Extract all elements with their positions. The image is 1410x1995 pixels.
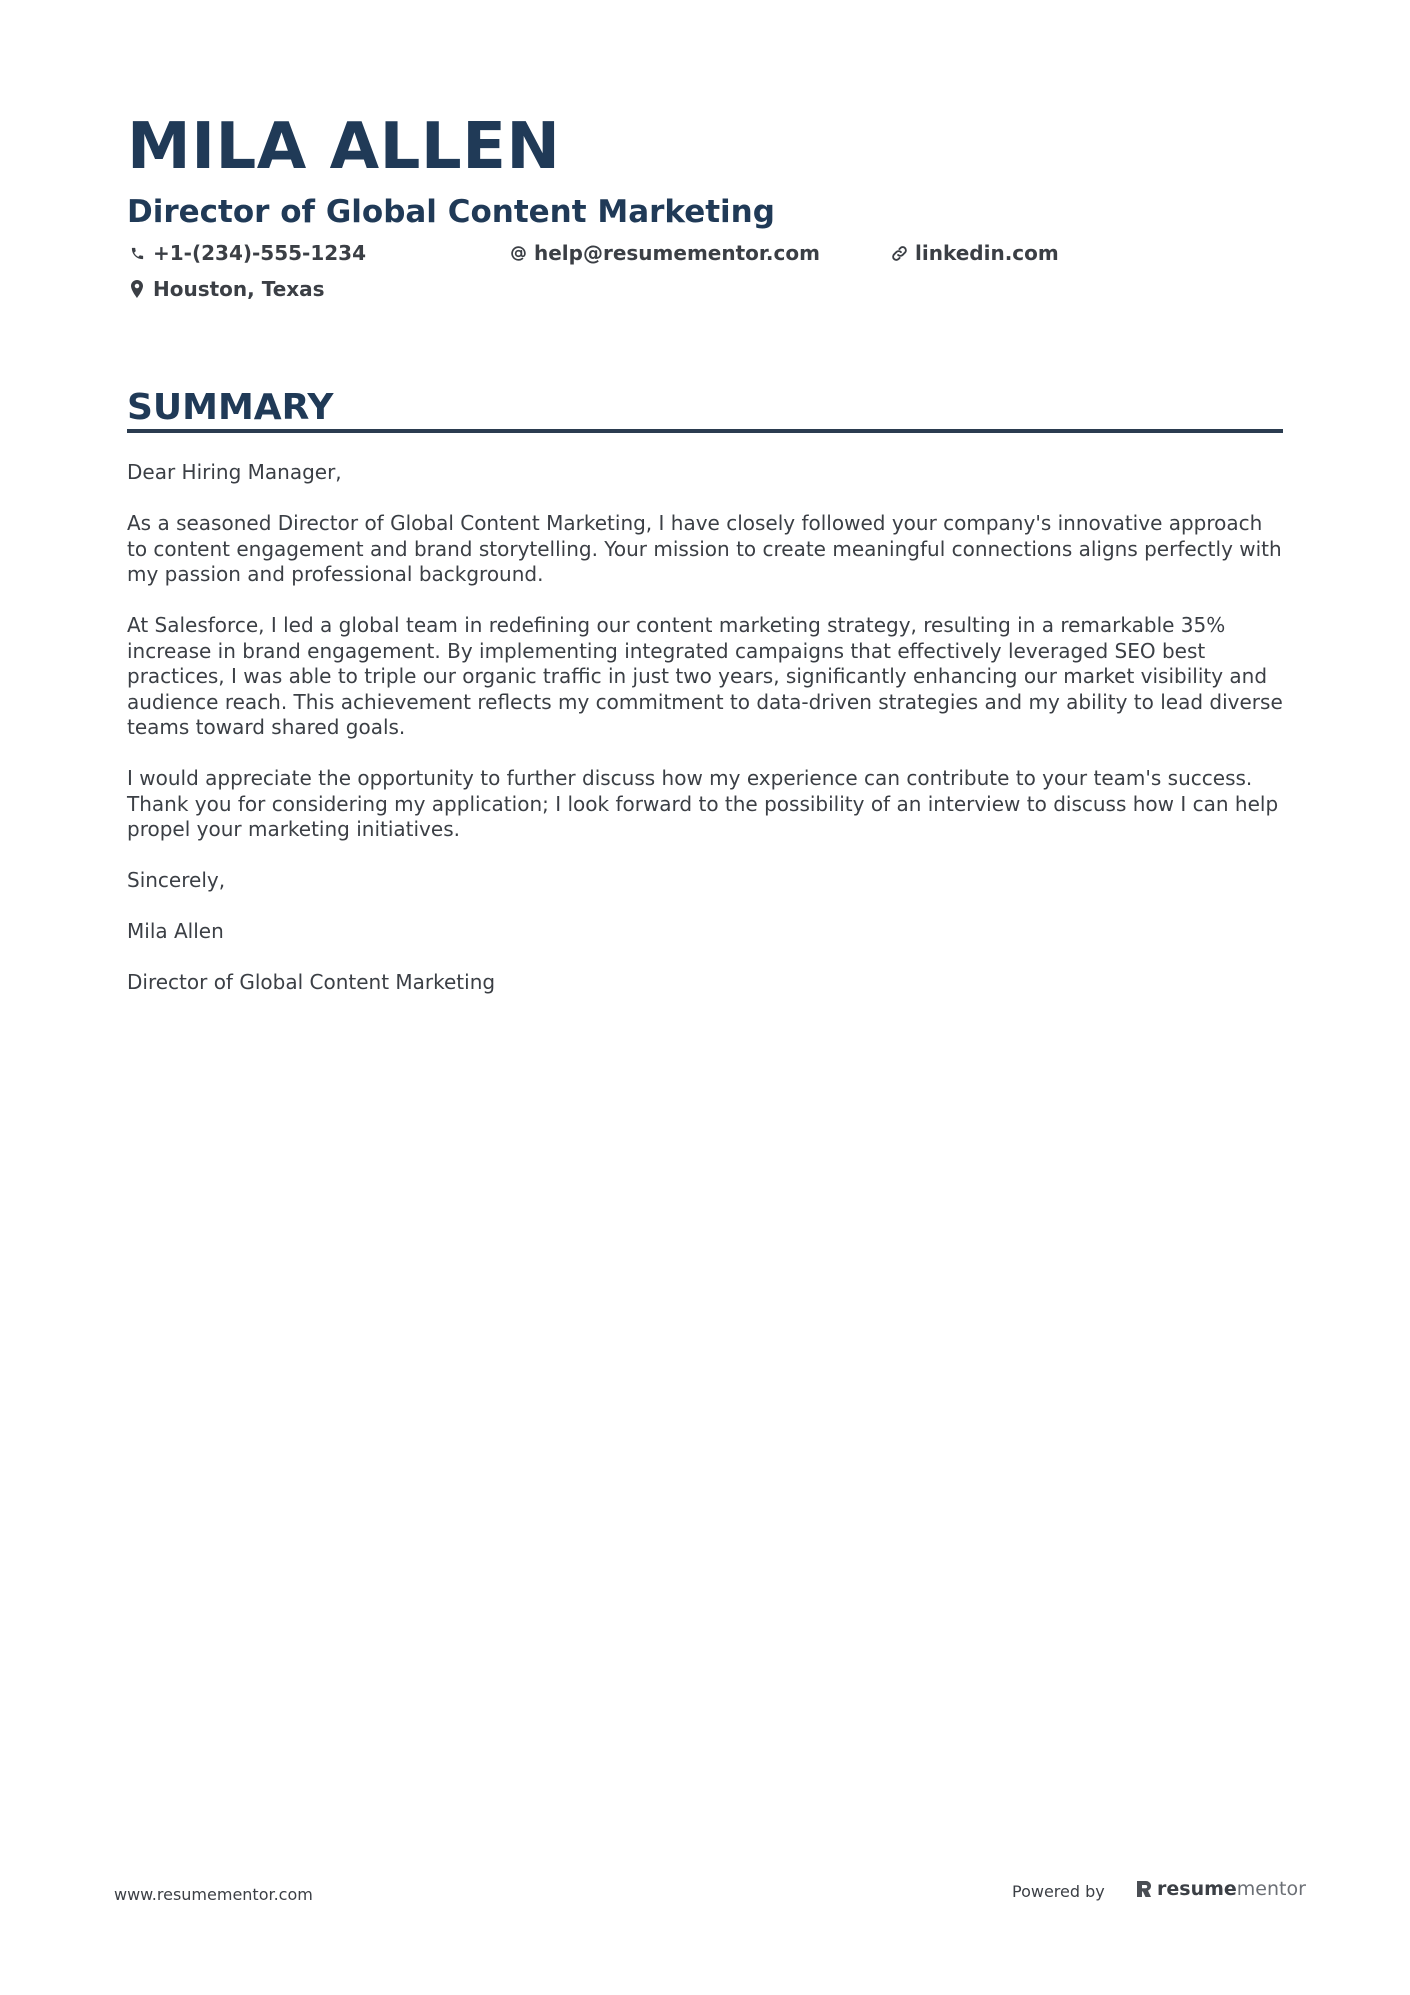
location-text: Houston, Texas [153,277,325,301]
letter-paragraph: At Salesforce, I led a global team in redefining our content marketing strategy, resulting in a remarkable 35% increase in brand engagement. By implementing integrated campaigns that effectively leveraged SEO best practices, I was able to triple our organic traffic in just two years, significantly enhancing our market visibility and audience reach. This achievement reflects my commitment to data-driven strategies and my ability to lead diverse teams toward shared goals. [127,613,1283,739]
contact-location [128,276,325,302]
letter-paragraph: I would appreciate the opportunity to further discuss how my experience can contribute to your team's success. Thank you for considering my application; I look forward to the possibility of an interview to discuss how I can help propel your marketing initiatives. [127,766,1279,841]
powered-by-label: Powered by [1012,1882,1105,1901]
candidate-name: MILA ALLEN [127,110,561,184]
map-pin-icon [128,280,146,298]
section-heading-summary: SUMMARY [127,387,334,428]
at-icon [509,244,527,262]
contact-link[interactable] [890,240,1059,266]
signature-name: Mila Allen [127,919,224,943]
resumementor-logo-icon [1135,1879,1153,1899]
job-title: Director of Global Content Marketing [127,194,775,230]
contact-phone[interactable] [128,240,366,266]
phone-text: +1-(234)-555-1234 [153,241,367,265]
contact-email[interactable] [509,240,820,266]
letter-body [127,460,1287,1021]
section-divider [127,429,1283,433]
letter-greeting: Dear Hiring Manager, [127,460,342,484]
signature-title: Director of Global Content Marketing [127,970,496,994]
phone-icon [128,244,146,262]
brand-text-primary: resume [1157,1878,1237,1900]
footer-website-link[interactable]: www.resumementor.com [114,1885,313,1904]
letter-closing: Sincerely, [127,868,226,892]
brand-logo[interactable] [1135,1878,1306,1900]
email-text: help@resumementor.com [534,241,820,265]
letter-paragraph: As a seasoned Director of Global Content Marketing, I have closely followed your company's innovative approach to content engagement and brand storytelling. Your mission to create meaningful connections aligns perfectly with my passion and professional background. [127,511,1282,586]
brand-text-secondary: mentor [1236,1878,1306,1900]
link-text: linkedin.com [915,241,1059,265]
link-icon [890,244,908,262]
